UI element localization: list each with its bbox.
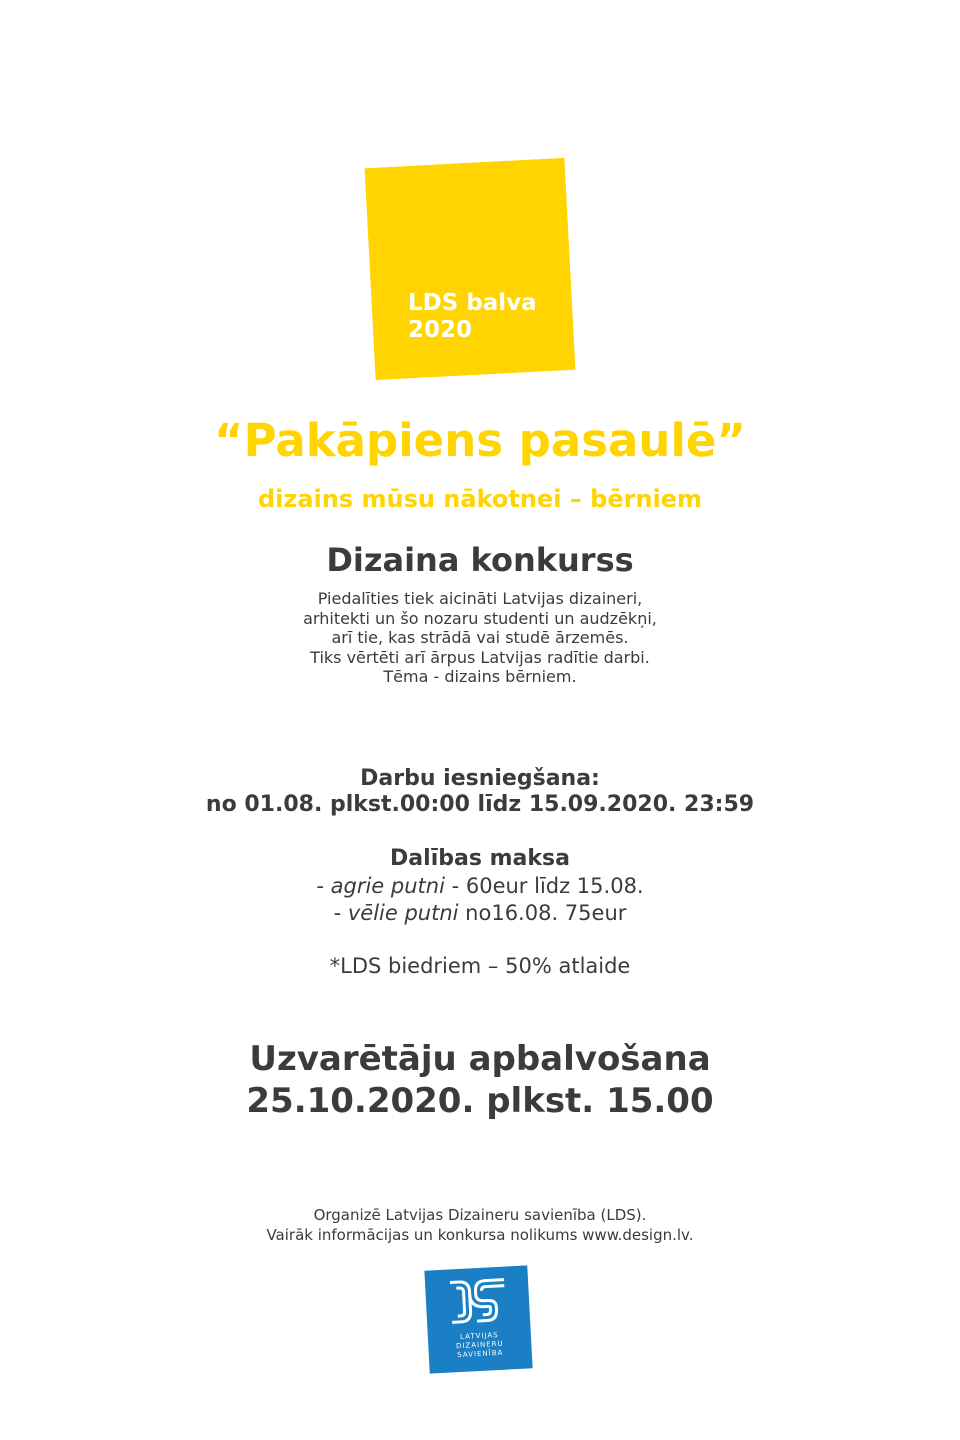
award-ceremony-label: Uzvarētāju apbalvošana (249, 1039, 711, 1079)
member-discount: *LDS biedriem – 50% atlaide (329, 954, 631, 978)
logo-line: LATVIJAS (459, 1330, 499, 1341)
intro-line: Piedalīties tiek aicināti Latvijas dizaineri, (317, 589, 643, 608)
award-badge-text (408, 290, 537, 344)
lds-logo-wordmark (428, 1329, 532, 1361)
competition-subtitle: dizains mūsu nākotnei – bērniem (257, 485, 703, 513)
submission-period: no 01.08. plkst.00:00 līdz 15.09.2020. 23:59 (205, 792, 755, 817)
badge-line-name: LDS balva (408, 290, 537, 316)
competition-title: “Pakāpiens pasaulē” (214, 414, 746, 467)
intro-line: Tiks vērtēti arī ārpus Latvijas radītie darbi. (310, 647, 650, 667)
section-heading: Dizaina konkurss (326, 541, 634, 579)
footer-organizer: Organizē Latvijas Dizaineru savienība (LDS). (313, 1206, 647, 1224)
intro-line: arī tie, kas strādā vai studē ārzemēs. (331, 628, 629, 647)
fee-early-prefix: - (316, 874, 331, 898)
intro-line: Tēma - dizains bērniem. (383, 667, 577, 686)
logo-line: SAVIENĪBA (457, 1348, 504, 1360)
fee-early-name: agrie putni (330, 874, 445, 898)
submission-info (0, 766, 960, 818)
fee-late-line (0, 900, 960, 927)
organizer-footer (0, 1205, 960, 1245)
submission-label: Darbu iesniegšana: (360, 766, 600, 791)
fee-early-line (0, 873, 960, 900)
lds-logo (424, 1265, 532, 1373)
fee-early-rest: - 60eur līdz 15.08. (444, 874, 644, 898)
award-badge-square (365, 158, 576, 380)
lds-logo-icon (447, 1276, 509, 1325)
fee-late-name: vēlie putni (347, 901, 459, 925)
badge-line-year: 2020 (408, 317, 473, 343)
intro-line: arhitekti un šo nozaru studenti un audzēkņi, (303, 608, 657, 628)
intro-paragraph (0, 589, 960, 687)
fee-late-rest: no16.08. 75eur (458, 901, 627, 925)
award-ceremony-date: 25.10.2020. plkst. 15.00 (246, 1081, 714, 1121)
fee-label: Dalības maksa (390, 846, 570, 871)
fee-late-prefix: - (333, 901, 348, 925)
footer-more-info: Vairāk informācijas un konkursa nolikums www.design.lv. (266, 1226, 694, 1244)
logo-line: DIZAINERU (455, 1339, 504, 1351)
